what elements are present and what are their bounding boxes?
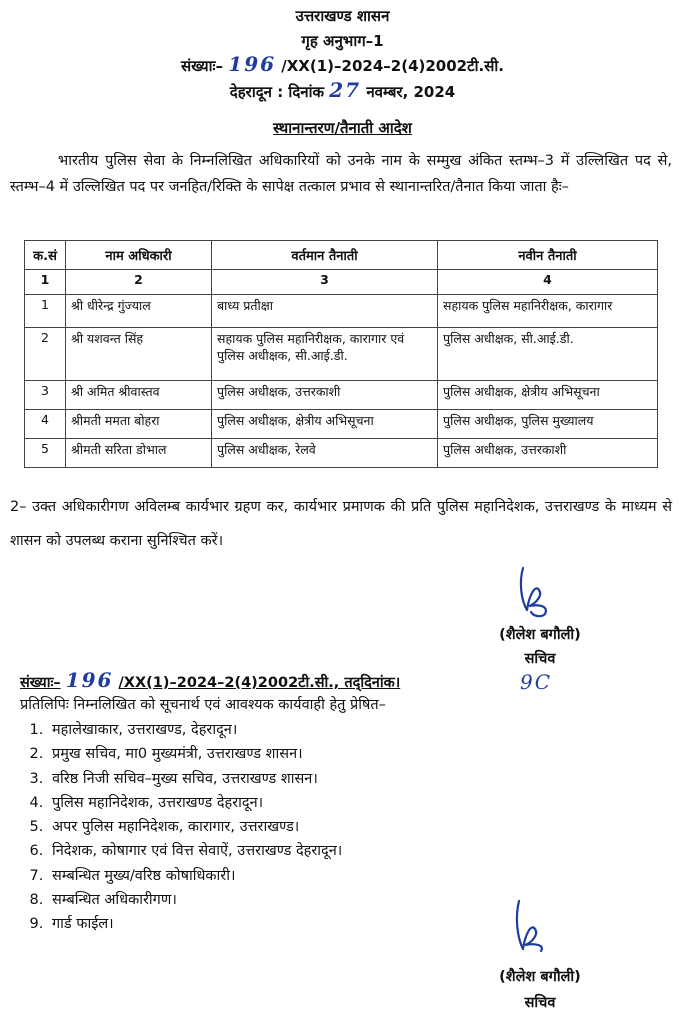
copy-ref-suffix: /XX(1)–2024–2(4)2002टी.सी., तद्‌दिनांक। <box>118 675 401 691</box>
col-number: 4 <box>438 270 658 295</box>
cell-sn: 2 <box>25 328 66 381</box>
table-row <box>25 439 658 468</box>
col-number: 1 <box>25 270 66 295</box>
list-item: 8. सम्बन्धित अधिकारीगण। <box>48 888 342 912</box>
cell-sn: 1 <box>25 295 66 328</box>
date-day-handwritten: 27 <box>329 78 362 102</box>
order-date <box>0 78 685 102</box>
cell-name: श्री यशवन्त सिंह <box>66 328 212 381</box>
col-header-current: वर्तमान तैनाती <box>212 241 438 270</box>
handwritten-mark: 9C <box>520 670 553 694</box>
table-row <box>25 328 658 381</box>
reference-number <box>0 52 685 76</box>
government-name: उत्तराखण्ड शासन <box>295 7 390 25</box>
signatory-name: (शैलेश बगौली) <box>499 969 581 985</box>
copy-ref-number-handwritten: 196 <box>65 668 114 692</box>
table-row <box>25 410 658 439</box>
copy-reference-number <box>20 668 400 692</box>
ref-suffix: /XX(1)–2024–2(4)2002टी.सी. <box>281 57 504 75</box>
cell-current: बाध्य प्रतीक्षा <box>212 295 438 328</box>
col-header-new: नवीन तैनाती <box>438 241 658 270</box>
list-item: 2. प्रमुख सचिव, मा0 मुख्यमंत्री, उत्तराखण्ड शासन। <box>48 742 342 766</box>
signatory-designation: सचिव <box>524 995 556 1011</box>
list-item: 6. निदेशक, कोषागार एवं वित्त सेवाऐं, उत्तराखण्ड देहरादून। <box>48 839 342 863</box>
cell-sn: 5 <box>25 439 66 468</box>
list-item: 7. सम्बन्धित मुख्य/वरिष्ठ कोषाधिकारी। <box>48 864 342 888</box>
order-title-text: स्थानान्तरण/तैनाती आदेश <box>273 119 412 137</box>
cell-current: पुलिस अधीक्षक, रेलवे <box>212 439 438 468</box>
list-item: 4. पुलिस महानिदेशक, उत्तराखण्ड देहरादून। <box>48 791 342 815</box>
cell-new: पुलिस अधीक्षक, पुलिस मुख्यालय <box>438 410 658 439</box>
list-item: 5. अपर पुलिस महानिदेशक, कारागार, उत्तराखण्ड। <box>48 815 342 839</box>
signature-mark <box>505 895 565 955</box>
cell-name: श्री अमित श्रीवास्तव <box>66 381 212 410</box>
intro-paragraph: भारतीय पुलिस सेवा के निम्नलिखित अधिकारियों को उनके नाम के सम्मुख अंकित स्तम्भ–3 में उल्लिखित पद से, स्तम्भ–4 में उल्लिखित पद पर जनहित/रिक्ति के सापेक्ष तत्काल प्रभाव से स्थानान्तरित/तैनात किया जाता हैः– <box>10 153 672 195</box>
list-item: 3. वरिष्ठ निजी सचिव–मुख्य सचिव, उत्तराखण्ड शासन। <box>48 767 342 791</box>
signatory-name: (शैलेश बगौली) <box>499 627 581 643</box>
cell-current: सहायक पुलिस महानिरीक्षक, कारागार एवं पुलिस अधीक्षक, सी.आई.डी. <box>212 328 438 381</box>
list-item: 1. महालेखाकार, उत्तराखण्ड, देहरादून। <box>48 718 342 742</box>
col-number: 3 <box>212 270 438 295</box>
order-title <box>0 118 685 138</box>
table-header-row <box>25 241 658 270</box>
posting-table <box>24 240 658 468</box>
department-name: गृह अनुभाग–1 <box>301 32 384 50</box>
cell-name: श्रीमती ममता बोहरा <box>66 410 212 439</box>
ref-number-handwritten: 196 <box>228 52 277 76</box>
copy-intro: प्रतिलिपिः निम्नलिखित को सूचनार्थ एवं आवश्यक कार्यवाही हेतु प्रेषित– <box>20 697 386 713</box>
cell-new: सहायक पुलिस महानिरीक्षक, कारागार <box>438 295 658 328</box>
table-row <box>25 381 658 410</box>
date-prefix: देहरादून : दिनांक <box>229 83 325 101</box>
copy-ref-prefix: संख्याः– <box>20 675 61 691</box>
cell-current: पुलिस अधीक्षक, क्षेत्रीय अभिसूचना <box>212 410 438 439</box>
list-item: 9. गार्ड फाईल। <box>48 912 342 936</box>
cell-name: श्री धीरेन्द्र गुंज्याल <box>66 295 212 328</box>
copy-recipients-list <box>20 718 342 937</box>
ref-prefix: संख्याः– <box>181 57 224 75</box>
cell-current: पुलिस अधीक्षक, उत्तरकाशी <box>212 381 438 410</box>
col-header-name: नाम अधिकारी <box>66 241 212 270</box>
col-number: 2 <box>66 270 212 295</box>
cell-new: पुलिस अधीक्षक, उत्तरकाशी <box>438 439 658 468</box>
signatory-designation: सचिव <box>524 651 556 667</box>
column-number-row <box>25 270 658 295</box>
cell-sn: 4 <box>25 410 66 439</box>
cell-name: श्रीमती सरिता डोभाल <box>66 439 212 468</box>
cell-new: पुलिस अधीक्षक, सी.आई.डी. <box>438 328 658 381</box>
col-header-sn: क.सं <box>25 241 66 270</box>
date-suffix: नवम्बर, 2024 <box>366 83 456 101</box>
signature-mark <box>505 560 575 620</box>
cell-sn: 3 <box>25 381 66 410</box>
instruction-paragraph: 2– उक्त अधिकारीगण अविलम्ब कार्यभार ग्रहण कर, कार्यभार प्रमाणक की प्रति पुलिस महानिदेशक, उत्तराखण्ड के माध्यम से शासन को उपलब्ध कराना सुनिश्चित करें। <box>10 499 672 549</box>
cell-new: पुलिस अधीक्षक, क्षेत्रीय अभिसूचना <box>438 381 658 410</box>
table-row <box>25 295 658 328</box>
